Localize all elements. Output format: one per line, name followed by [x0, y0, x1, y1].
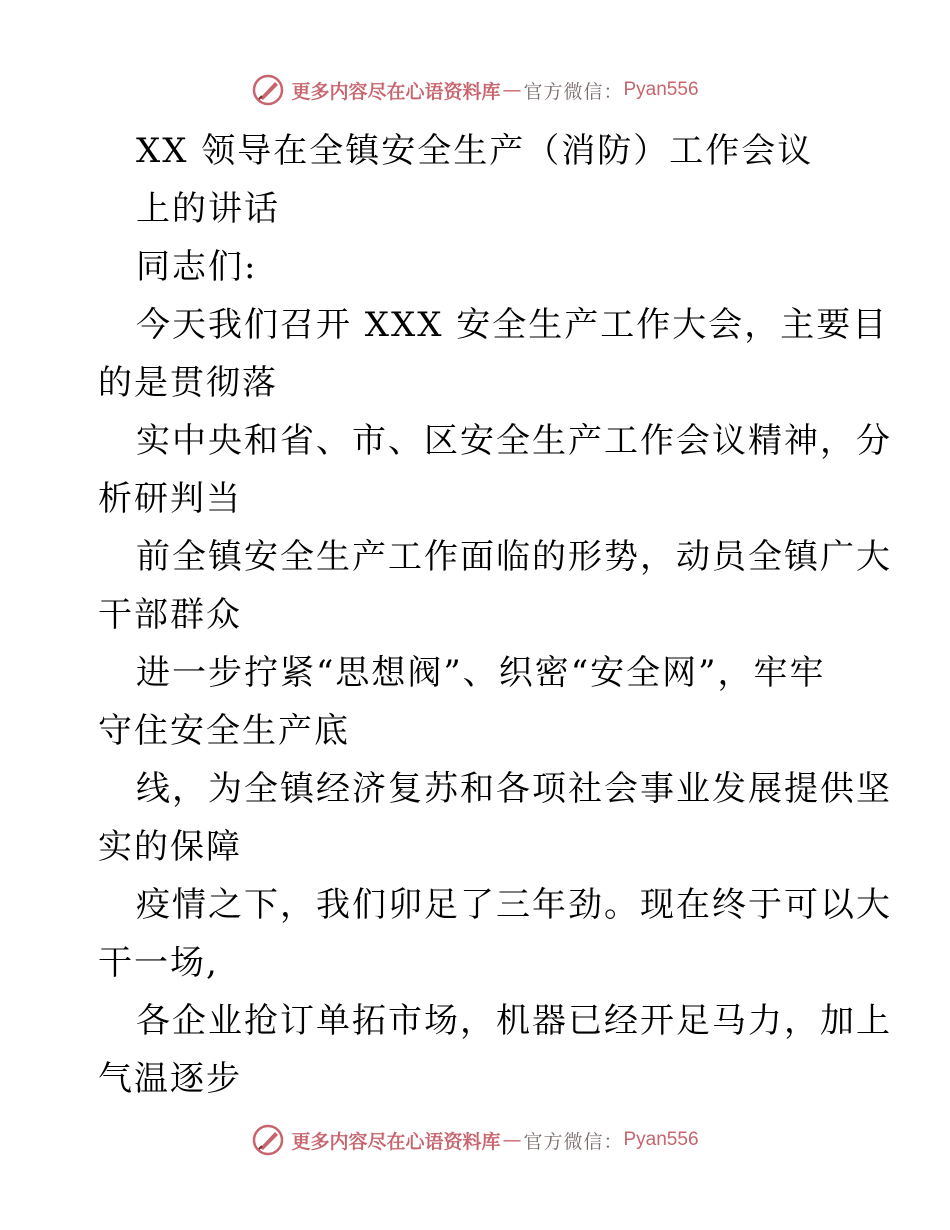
- paragraph-line: 的是贯彻落: [98, 363, 278, 403]
- paragraph-line: 线，为全镇经济复苏和各项社会事业发展提供坚: [136, 769, 892, 809]
- footer-banner: [0, 1120, 950, 1160]
- banner-text: 更多内容尽在心语资料库: [291, 1130, 501, 1153]
- paragraph-line: 实的保障: [98, 827, 242, 867]
- banner-official-label: 官方微信：: [523, 80, 624, 103]
- banner-separator: —: [502, 79, 522, 101]
- salutation: 同志们:: [136, 247, 258, 287]
- paragraph-line: 气温逐步: [98, 1059, 242, 1099]
- paragraph-line: 析研判当: [98, 479, 242, 519]
- paragraph-line: 今天我们召开 XXX 安全生产工作大会，主要目: [136, 305, 889, 345]
- banner-separator: —: [502, 1129, 522, 1151]
- quill-pen-logo-icon: [251, 1123, 285, 1157]
- paragraph-line: 干一场,: [98, 943, 219, 983]
- quill-pen-logo-icon: [251, 73, 285, 107]
- paragraph-line: 疫情之下，我们卯足了三年劲。现在终于可以大: [136, 885, 892, 925]
- header-banner: [0, 70, 950, 110]
- title-line-1: XX 领导在全镇安全生产（消防）工作会议: [136, 131, 814, 171]
- paragraph-line: 实中央和省、市、区安全生产工作会议精神，分: [136, 421, 892, 461]
- paragraph-line: 各企业抢订单拓市场，机器已经开足马力，加上: [136, 1001, 892, 1041]
- banner-account-id: Pyan556: [623, 79, 699, 100]
- paragraph-line: 守住安全生产底: [98, 711, 350, 751]
- banner-text: 更多内容尽在心语资料库: [291, 80, 501, 103]
- paragraph-line: 干部群众: [98, 595, 242, 635]
- paragraph-line: 进一步拧紧“思想阀”、织密“安全网”，牢牢: [136, 653, 826, 693]
- title-line-2: 上的讲话: [136, 189, 280, 229]
- banner-official-label: 官方微信：: [523, 1130, 624, 1153]
- document-body: [98, 122, 892, 1108]
- banner-account-id: Pyan556: [623, 1129, 699, 1150]
- paragraph-line: 前全镇安全生产工作面临的形势，动员全镇广大: [136, 537, 892, 577]
